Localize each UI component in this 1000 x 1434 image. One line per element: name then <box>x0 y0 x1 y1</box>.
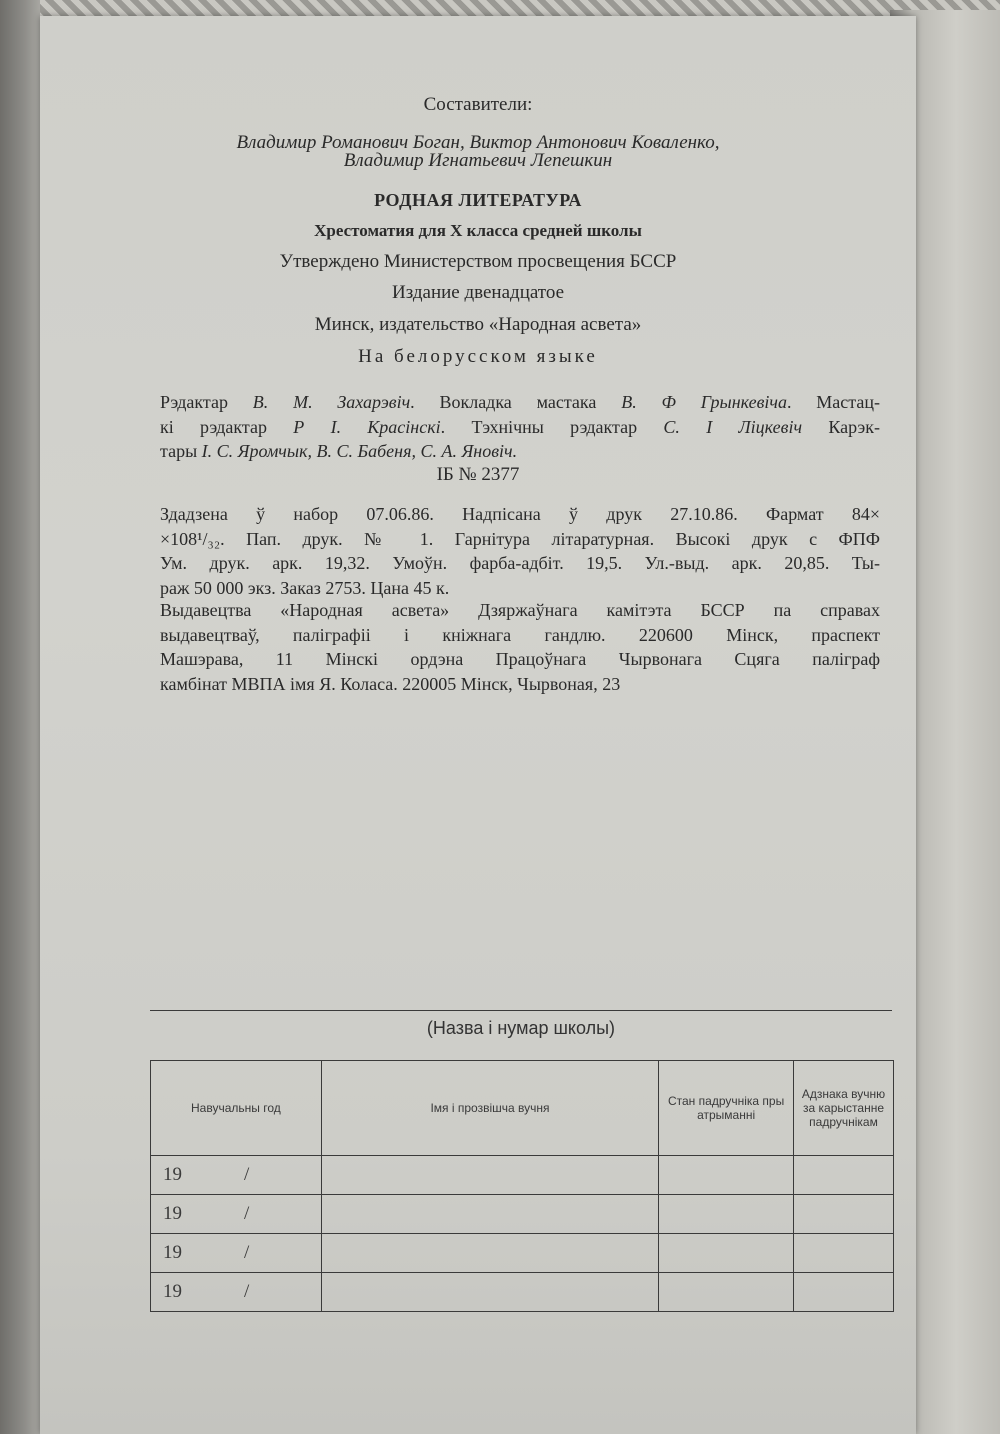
background-left-edge <box>0 0 40 1434</box>
editors-block <box>160 390 880 464</box>
year-cell: 19 / <box>151 1195 322 1234</box>
table-row <box>151 1273 894 1312</box>
compilers-line-2: Владимир Игнатьевич Лепешкин <box>343 150 613 171</box>
imprint-line: Выдавецтва «Народная асвета» Дзяржаўнага камітэта БССР па справах <box>160 600 880 620</box>
book-title: РОДНАЯ ЛИТЕРАТУРА <box>374 190 582 210</box>
year-cell: 19 / <box>151 1273 322 1312</box>
print-info-line: Ум. друк. арк. 19,32. Умоўн. фарба-адбіт. 19,5. Ул.-выд. арк. 20,85. Ты- <box>160 553 880 573</box>
condition-cell <box>659 1195 794 1234</box>
editor-name: В. М. Захарэвіч <box>252 392 411 412</box>
book-page <box>40 16 916 1434</box>
tech-editor-label: . Тэхнічны рэдактар <box>440 416 664 437</box>
imprint-line: выдавецтваў, паліграфіі і кніжнага гандлю. 220600 Мінск, праспект <box>160 624 880 645</box>
header-condition: Стан падручніка пры атрыманні <box>659 1061 794 1156</box>
art-editor-label-start: . Мастац- <box>787 392 880 412</box>
student-name-cell <box>321 1234 658 1273</box>
approval-note: Утверждено Министерством просвещения БССР <box>279 251 677 272</box>
table-row <box>151 1195 894 1234</box>
language-note: На белорусском языке <box>358 346 598 367</box>
art-editor-name: Р І. Красінскі <box>293 416 441 437</box>
imprint-block <box>160 598 880 696</box>
print-info-block <box>160 502 880 600</box>
condition-cell <box>659 1156 794 1195</box>
textbook-register-table <box>150 1060 894 1312</box>
mark-cell <box>794 1156 894 1195</box>
book-subtitle: Хрестоматия для X класса средней школы <box>314 221 642 240</box>
table-row <box>151 1156 894 1195</box>
publisher-line: Минск, издательство «Народная асвета» <box>314 314 642 335</box>
print-info-line: Здадзена ў набор 07.06.86. Надпісана ў друк 27.10.86. Фармат 84× <box>160 504 880 524</box>
imprint-line: камбінат МВПА імя Я. Коласа. 220005 Мінск, Чырвоная, 23 <box>160 673 621 694</box>
print-info-line: ×108¹/₃₂. Пап. друк. № 1. Гарнітура літаратурная. Высокі друк с ФПФ <box>160 528 880 549</box>
print-info-line: раж 50 000 экз. Заказ 2753. Цана 45 к. <box>160 577 450 598</box>
condition-cell <box>659 1234 794 1273</box>
proofreader-names: І. С. Яромчык, В. С. Бабеня, С. А. Яновіч. <box>201 441 518 461</box>
student-name-cell <box>321 1195 658 1234</box>
year-cell: 19 / <box>151 1156 322 1195</box>
imprint-line: Машэрава, 11 Мінскі ордэна Працоўнага Чырвонага Сцяга паліграф <box>160 649 880 669</box>
art-editor-label-end: кі рэдактар <box>160 416 294 437</box>
proofreader-label-start: Карэк- <box>802 416 881 437</box>
student-name-cell <box>321 1273 658 1312</box>
header-year: Навучальны год <box>151 1061 322 1156</box>
compilers-label: Составители: <box>423 94 533 115</box>
header-student-name: Імя і прозвішча вучня <box>321 1061 658 1156</box>
cover-artist-name: В. Ф Грынкевіча <box>621 392 787 412</box>
table-row <box>151 1234 894 1273</box>
student-name-cell <box>321 1156 658 1195</box>
editor-label: Рэдактар <box>160 392 253 412</box>
header-mark: Адзнака вучню за карыстанне падручнікам <box>794 1061 894 1156</box>
school-name-rule <box>150 1010 892 1011</box>
cover-artist-label: . Вокладка мастака <box>410 392 622 412</box>
condition-cell <box>659 1273 794 1312</box>
mark-cell <box>794 1195 894 1234</box>
school-name-label: (Назва і нумар школы) <box>426 1018 616 1038</box>
compilers-line-1: Владимир Романович Боган, Виктор Антонович Коваленко, <box>236 132 720 153</box>
proofreader-label-end: тары <box>160 441 202 461</box>
ib-number: ІБ № 2377 <box>436 464 520 485</box>
year-cell: 19 / <box>151 1234 322 1273</box>
mark-cell <box>794 1234 894 1273</box>
mark-cell <box>794 1273 894 1312</box>
edition-note: Издание двенадцатое <box>391 282 565 303</box>
tech-editor-name: С. І Ліцкевіч <box>663 416 803 437</box>
